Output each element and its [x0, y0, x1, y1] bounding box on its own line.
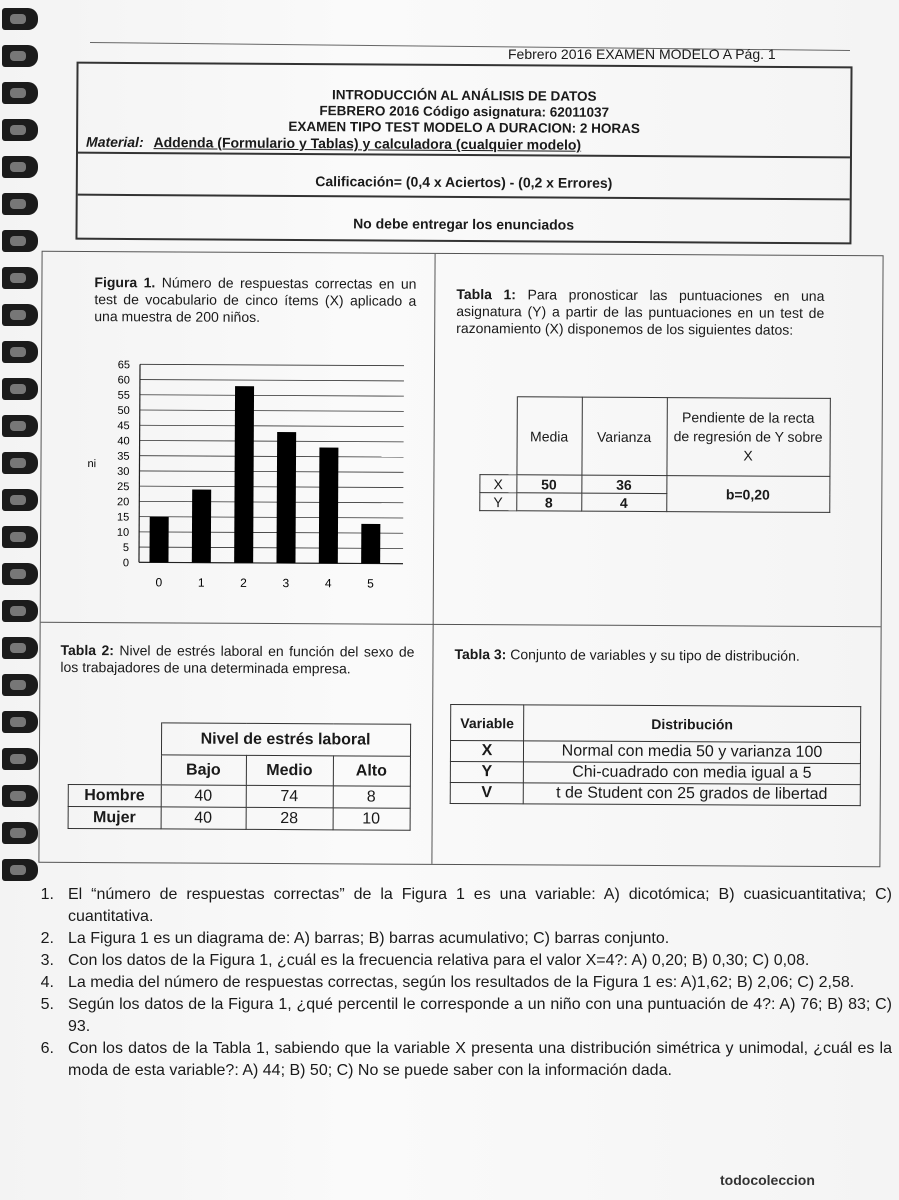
bar — [234, 386, 254, 563]
binding-ring — [2, 674, 38, 696]
table1-row-label: Y — [480, 493, 517, 511]
figures-tables-grid — [38, 251, 883, 867]
gridline — [139, 517, 403, 518]
binding-ring — [2, 785, 38, 807]
gridline — [140, 364, 404, 365]
x-tick-label: 4 — [324, 576, 332, 591]
submission-note: No debe entregar los enunciados — [353, 215, 575, 233]
table1-cell: 8 — [516, 493, 581, 511]
table1-cell: 36 — [581, 475, 666, 493]
question-list — [30, 884, 892, 1082]
gridline — [139, 471, 403, 472]
table3-variable: Y — [450, 761, 523, 782]
exam-type-duration: EXAMEN TIPO TEST MODELO A DURACION: 2 HORAS — [288, 118, 640, 137]
binding-ring — [2, 341, 38, 363]
table3-variable: V — [450, 782, 523, 803]
x-tick-label: 3 — [282, 576, 290, 591]
binding-ring — [2, 378, 38, 400]
y-tick-label: 20 — [117, 496, 130, 509]
y-tick-label: 0 — [122, 557, 130, 570]
y-tick-label: 55 — [117, 389, 130, 402]
y-tick-label: 45 — [117, 420, 130, 433]
binding-ring — [2, 82, 38, 104]
table3-header-variable: Variable — [451, 704, 524, 740]
table2-cell: 40 — [161, 807, 246, 829]
bar — [319, 448, 339, 564]
y-tick-label: 10 — [116, 526, 130, 539]
table1-label: Tabla 1: — [456, 285, 516, 303]
table2-label: Tabla 2: — [60, 641, 114, 659]
binding-ring — [2, 415, 38, 437]
binding-ring — [2, 600, 38, 622]
table1-cell: 4 — [581, 493, 666, 511]
figure1-bar-chart — [81, 352, 412, 604]
binding-ring — [2, 452, 38, 474]
y-axis — [139, 364, 140, 562]
y-tick-label: 40 — [117, 435, 130, 448]
y-tick-label: 35 — [117, 450, 130, 463]
binding-ring — [2, 489, 38, 511]
y-tick-label: 60 — [117, 374, 130, 387]
table1-header-slope: Pendiente de la recta de regresión de Y sobre X — [666, 398, 829, 477]
y-tick-label: 15 — [116, 511, 130, 524]
table1 — [479, 396, 830, 513]
binding-ring — [2, 304, 38, 326]
gridline — [139, 501, 403, 502]
binding-ring — [2, 230, 38, 252]
exam-header-box — [75, 62, 852, 245]
table3 — [450, 704, 862, 806]
scoring-formula: Calificación= (0,4 x Aciertos) - (0,2 x Errores) — [315, 173, 613, 191]
binding-ring — [2, 8, 38, 30]
y-tick-label: 5 — [122, 541, 130, 555]
table2-header-high: Alto — [333, 756, 410, 786]
y-axis-label: ni — [87, 458, 97, 471]
gridline — [140, 440, 404, 441]
question-item: 5. Según los datos de la Figura 1, ¿qué percentil le corresponde a un niño con una puntuación de 4?: A) 76; B) 83; C) 93. — [40, 996, 892, 1035]
binding-ring — [2, 193, 38, 215]
table2-group-header: Nivel de estrés laboral — [161, 723, 410, 756]
material-label: Material: — [86, 133, 144, 151]
table2 — [68, 722, 411, 831]
table1-caption: Tabla 1: Para pronosticar las puntuaciones en una asignatura (Y) a partir de las puntuaciones en un test de razonamiento (X) disponemos de los siguientes datos: — [456, 285, 825, 338]
table1-header-variance: Varianza — [581, 397, 666, 475]
table1-slope-value: b=0,20 — [666, 476, 829, 513]
binding-ring — [2, 267, 38, 289]
material-line — [86, 134, 581, 153]
x-tick-label: 1 — [197, 575, 205, 590]
binding-ring — [2, 637, 38, 659]
gridline — [140, 456, 404, 457]
bar — [276, 432, 296, 563]
gridline — [140, 425, 404, 426]
table3-caption: Tabla 3: Conjunto de variables y su tipo de distribución. — [454, 645, 800, 664]
course-title: INTRODUCCIÓN AL ANÁLISIS DE DATOS — [332, 87, 597, 104]
table2-cell: 28 — [246, 807, 333, 829]
table2-header-medium: Medio — [246, 755, 333, 785]
gridline — [140, 380, 404, 381]
table2-cell: 10 — [333, 808, 410, 830]
table3-header-distribution: Distribución — [524, 705, 861, 743]
y-tick-label: 25 — [117, 481, 130, 494]
binding-ring — [2, 119, 38, 141]
x-tick-label: 0 — [155, 575, 163, 590]
binding-ring — [2, 748, 38, 770]
table1-cell: 50 — [516, 475, 581, 493]
table1-row-label: X — [480, 475, 517, 493]
binding-ring — [2, 563, 38, 585]
table2-cell: 40 — [161, 785, 246, 807]
exam-date-code: FEBRERO 2016 Código asignatura: 62011037 — [319, 103, 610, 120]
gridline — [140, 410, 404, 411]
question-item: 2. La Figura 1 es un diagrama de: A) barras; B) barras acumulativo; C) barras conjunto. — [40, 930, 670, 947]
bar — [192, 489, 211, 562]
table3-distribution: t de Student con 25 grados de libertad — [523, 783, 860, 806]
table3-variable: X — [450, 740, 523, 761]
gridline — [140, 395, 404, 396]
question-item: 4. La media del número de respuestas correctas, según los resultados de la Figura 1 es: A)1,62; B) 2,06; C) 2,58. — [40, 974, 855, 991]
table2-row-male: Hombre — [68, 784, 161, 806]
material-text: Addenda (Formulario y Tablas) y calculadora (cualquier modelo) — [153, 134, 582, 153]
figure1-label: Figura 1. — [94, 274, 156, 291]
binding-ring — [2, 822, 38, 844]
table2-cell: 74 — [246, 785, 333, 807]
binding-ring — [2, 45, 38, 67]
bar — [361, 524, 380, 564]
x-tick-label: 5 — [367, 576, 374, 591]
table2-cell: 8 — [333, 786, 410, 808]
y-tick-label: 50 — [117, 404, 130, 417]
y-tick-label: 65 — [117, 359, 131, 372]
table3-distribution: Chi-cuadrado con media igual a 5 — [523, 762, 860, 785]
y-tick-label: 30 — [117, 465, 130, 478]
binding-ring — [2, 859, 38, 881]
table3-distribution: Normal con media 50 y varianza 100 — [523, 741, 860, 764]
watermark: todocoleccion — [720, 1172, 815, 1188]
page-header: Febrero 2016 EXAMEN MODELO A Pág. 1 — [508, 46, 776, 62]
gridline — [139, 486, 403, 487]
table2-row-female: Mujer — [68, 806, 161, 828]
question-item: 6. Con los datos de la Tabla 1, sabiendo que la variable X presenta una distribución simétrica y unimodal, ¿cuál es la moda de esta variable?: A) 44; B) 50; C) No se puede saber con la información dada. — [40, 1040, 892, 1079]
figure1-caption: Figura 1. Número de respuestas correctas en un test de vocabulario de cinco ítems (X) aplicado a una muestra de 200 niños. — [94, 274, 417, 325]
table2-header-low: Bajo — [161, 755, 246, 785]
binding-ring — [2, 711, 38, 733]
question-item: 1. El “número de respuestas correctas” de la Figura 1 es una variable: A) dicotómica; B) cuasicuantitativa; C) cuantitativa. — [40, 886, 892, 925]
bar — [149, 517, 168, 563]
table2-caption: Tabla 2: Nivel de estrés laboral en función del sexo de los trabajadores de una determinada empresa. — [60, 641, 415, 677]
table1-header-mean: Media — [516, 397, 581, 475]
x-tick-label: 2 — [240, 575, 247, 590]
table3-label: Tabla 3: — [454, 645, 507, 663]
question-item: 3. Con los datos de la Figura 1, ¿cuál es la frecuencia relativa para el valor X=4?: A) 0,20; B) 0,30; C) 0,08. — [40, 952, 810, 969]
binding-ring — [2, 526, 38, 548]
binding-ring — [2, 156, 38, 178]
